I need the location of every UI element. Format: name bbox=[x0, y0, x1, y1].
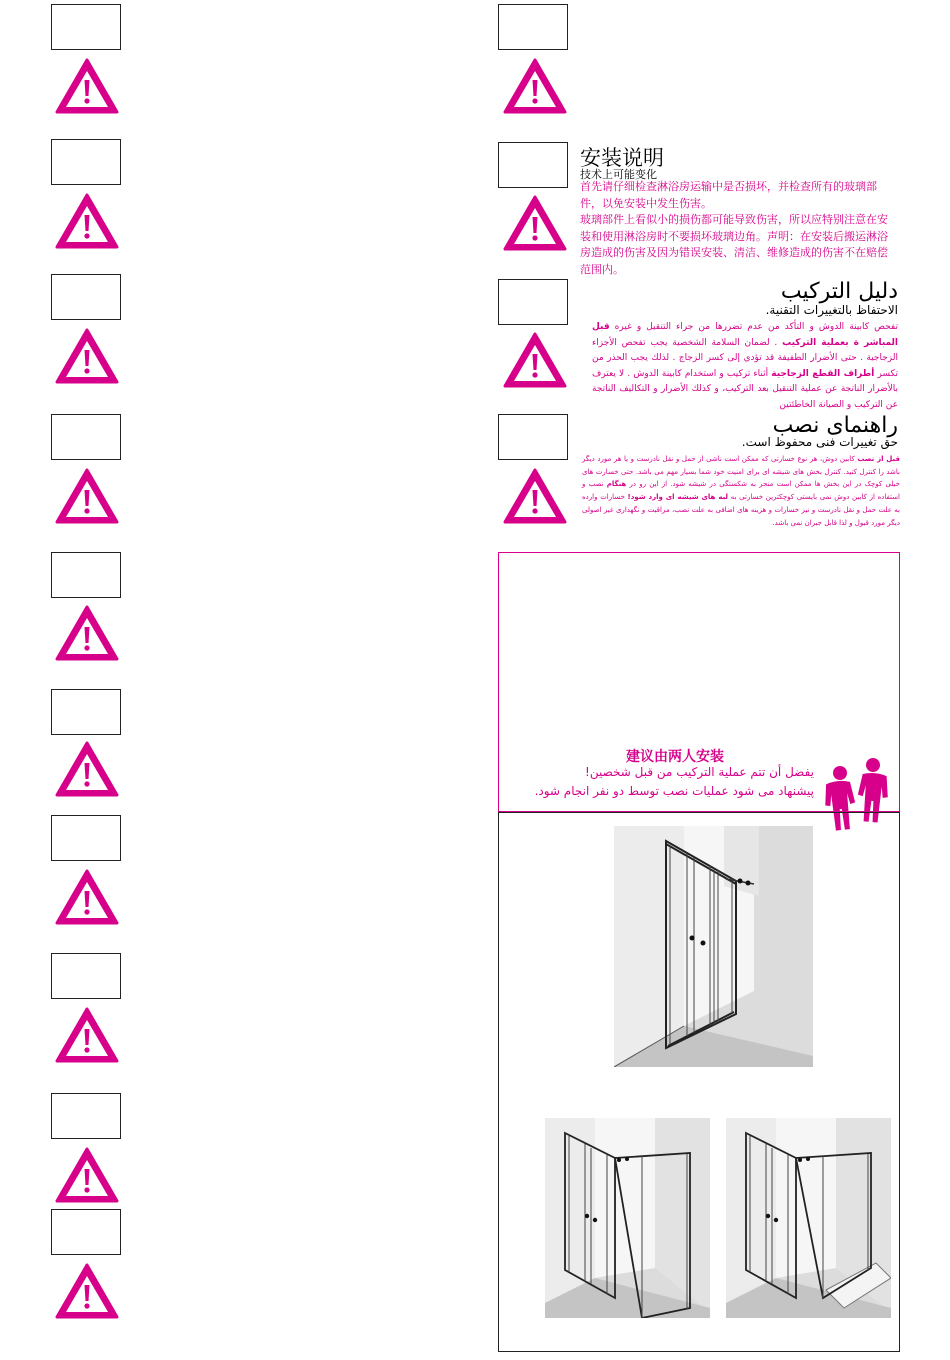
notice-persian: پیشنهاد می شود عملیات نصب توسط دو نفر انجام شود. bbox=[534, 784, 814, 798]
chinese-paragraph-1: 首先请仔细检查淋浴房运输中是否损坏，并检查所有的玻璃部件，以免安装中发生伤害。 bbox=[580, 180, 877, 210]
language-label-box-5 bbox=[51, 552, 121, 598]
warning-triangle-icon bbox=[502, 331, 568, 389]
warning-triangle-icon bbox=[502, 57, 568, 115]
chinese-paragraph-2: 玻璃部件上看似小的损伤都可能导致伤害，所以应特别注意在安装和使用淋浴房时不要损坏玻璃边角。声明：在安装后搬运淋浴房造成的伤害及因为错误安装、清洁、维修造成的伤害不在赔偿范围内。 bbox=[580, 213, 888, 276]
arabic-title: دليل التركيب bbox=[780, 279, 898, 304]
persian-title: راهنمای نصب bbox=[772, 413, 898, 438]
corner-door-illustration-1 bbox=[545, 1118, 710, 1318]
chinese-body bbox=[580, 179, 895, 279]
corner-door-illustration-2 bbox=[726, 1118, 891, 1318]
persian-body bbox=[582, 453, 900, 529]
chinese-title: 安装说明 bbox=[580, 146, 664, 170]
warning-triangle-icon bbox=[502, 194, 568, 252]
language-label-box-persian bbox=[498, 414, 568, 460]
language-label-box-4 bbox=[51, 414, 121, 460]
language-label-box-1 bbox=[51, 4, 121, 50]
warning-triangle-icon bbox=[54, 467, 120, 525]
persian-bold-1: قبل از نصب bbox=[857, 455, 900, 463]
warning-triangle-icon bbox=[54, 57, 120, 115]
arabic-bold-2: أطراف القطع الزجاجية bbox=[771, 368, 875, 379]
warning-triangle-icon bbox=[54, 192, 120, 250]
persian-bold-3: لبه های شیشه ای وارد شود! bbox=[627, 493, 729, 502]
language-label-box-2 bbox=[51, 139, 121, 185]
warning-triangle-icon bbox=[502, 467, 568, 525]
arabic-text-3: أثناء تركيب و استخدام كابينة الدوش . لا يعترف بالأضرار الناتجة عن عملية التنقيل بعد التركيب، و كذلك الأضرار و التكاليف الناتجة عن التركيب و الصيانة الخاطئتين bbox=[592, 368, 898, 410]
sliding-door-niche-illustration bbox=[614, 826, 813, 1067]
language-label-box-10 bbox=[51, 1209, 121, 1255]
warning-triangle-icon bbox=[54, 1146, 120, 1204]
language-label-box-9 bbox=[51, 1093, 121, 1139]
persian-subtitle: حق تغییرات فنی محفوظ است. bbox=[741, 435, 898, 449]
language-label-box-arabic bbox=[498, 279, 568, 325]
persian-text-3: خسارات وارده به علت حمل و نقل نادرست و نیز خسارات و هزینه های اضافی به علت نصب، مراقبت و نگهداری غیر اصولی دیگر مورد قبول و لذا قابل جبران نمی باشد. bbox=[582, 493, 900, 527]
chinese-subtitle: 技术上可能变化 bbox=[580, 168, 657, 181]
notice-chinese: 建议由两人安装 bbox=[626, 749, 724, 765]
language-label-box-8 bbox=[51, 953, 121, 999]
persian-bold-2: هنگام bbox=[606, 480, 627, 489]
language-label-box-7 bbox=[51, 815, 121, 861]
language-label-box-11 bbox=[498, 4, 568, 50]
arabic-text-1: تفحص كابينة الدوش و التأكد من عدم تضررها من جراء التنقيل و غيره bbox=[614, 322, 898, 332]
language-label-box-6 bbox=[51, 689, 121, 735]
warning-triangle-icon bbox=[54, 868, 120, 926]
warning-triangle-icon bbox=[54, 740, 120, 798]
warning-triangle-icon bbox=[54, 1006, 120, 1064]
persian-text-2: نصب و استفاده از کابین دوش نمی بایستی کوچکترین خسارتی به bbox=[582, 480, 900, 502]
arabic-bold-1: قبل المباشر ة بعملية التركيب bbox=[592, 322, 898, 348]
language-label-box-3 bbox=[51, 274, 121, 320]
warning-triangle-icon bbox=[54, 1262, 120, 1320]
arabic-text-2: . لضمان السلامة الشخصية يجب تفحص الأجزاء الزجاجية . حتى الأضرار الطفيفة قد تؤدي إلى كسر الزجاج . لذلك يجب الحذر من تكسر bbox=[592, 337, 898, 379]
arabic-body bbox=[592, 320, 898, 413]
warning-triangle-icon bbox=[54, 327, 120, 385]
language-label-box-chinese bbox=[498, 142, 568, 188]
arabic-subtitle: الاحتفاظ بالتغييرات التقنية. bbox=[765, 303, 898, 317]
warning-triangle-icon bbox=[54, 604, 120, 662]
notice-arabic: يفضل أن تتم عملية التركيب من قبل شخصين! bbox=[585, 765, 814, 779]
persian-text-1: کابین دوش، هر نوع خسارتی که ممکن است ناشی از حمل و نقل نادرست و یا هر مورد دیگر باشد را کنترل کنید. کنترل بخش های شیشه ای برای امنیت خود شما بسیار مهم می باشد. حتی خسارت های خیلی کوچک در این بخش ها ممکن است منجر به شکستگی در شیشه شود. از این رو در bbox=[582, 455, 900, 489]
